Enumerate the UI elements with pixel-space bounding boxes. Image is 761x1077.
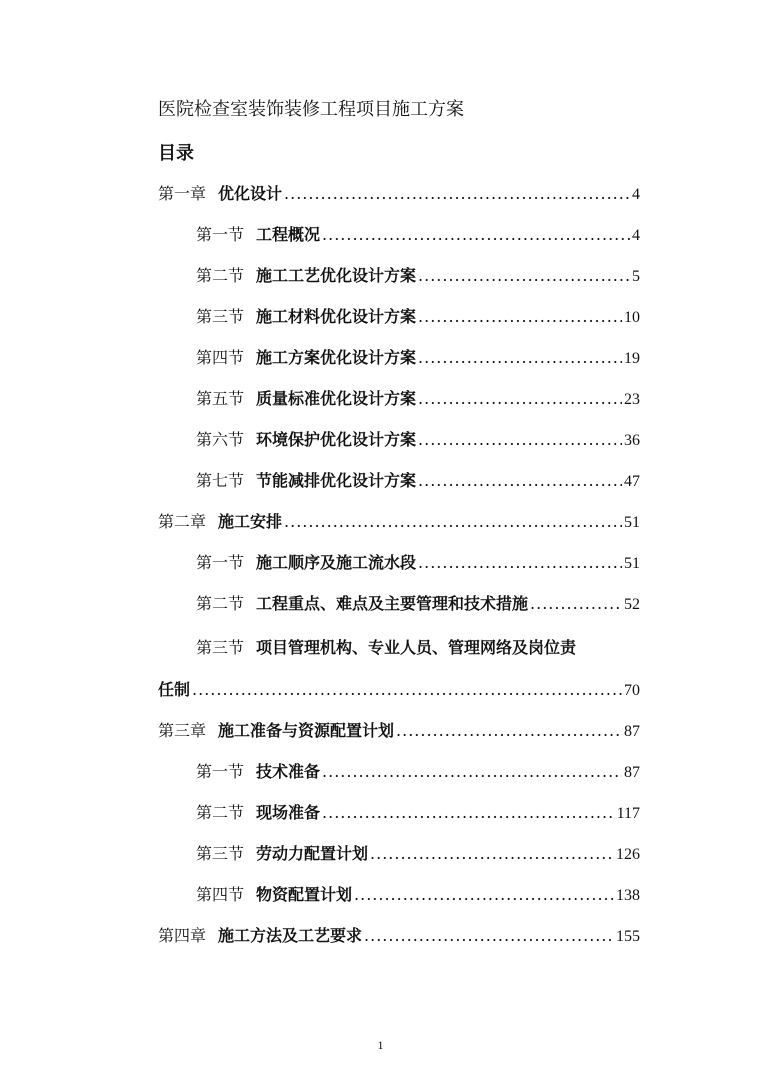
toc-page-number: 23 [624,391,640,408]
toc-leader [284,180,630,208]
toc-entry-section[interactable] [196,426,640,454]
toc-label: 第二节 [196,266,245,285]
toc-leader [322,799,615,827]
toc-title: 施工方案优化设计方案 [256,348,417,367]
toc-leader [418,385,622,413]
toc-label: 第三节 [196,307,245,326]
toc-label: 第二节 [196,594,245,613]
toc-title: 工程概况 [256,225,321,244]
toc-leader [418,467,622,495]
toc-leader [418,262,630,290]
toc-entry-section[interactable] [196,549,640,577]
toc-page-number: 70 [624,682,640,699]
page-title: 医院检查室装饰装修工程项目施工方案 [158,99,464,120]
toc-label: 第三节 [196,638,245,657]
toc-title-cont: 任制 [158,680,191,699]
toc-leader [322,758,622,786]
toc-label: 第二节 [196,803,245,822]
toc-label: 第二章 [158,512,207,531]
toc-leader [322,221,630,249]
toc-entry-section[interactable] [196,840,640,868]
toc-page-number: 4 [632,186,640,203]
toc-label: 第五节 [196,389,245,408]
toc-leader [364,922,614,950]
toc-title: 施工方法及工艺要求 [218,926,363,945]
toc-leader [418,426,622,454]
toc-entry-section[interactable] [196,262,640,290]
toc-leader [418,549,622,577]
toc-leader [192,676,622,704]
toc-label: 第四节 [196,348,245,367]
toc-page-number: 87 [624,764,640,781]
toc-entry-section[interactable] [196,758,640,786]
toc-leader [370,840,614,868]
toc-page-number: 36 [624,432,640,449]
toc-label: 第四章 [158,926,207,945]
toc-title: 施工准备与资源配置计划 [218,721,395,740]
toc-label: 第六节 [196,430,245,449]
toc-entry-section[interactable] [196,881,640,909]
toc-title: 施工顺序及施工流水段 [256,553,417,572]
toc-page-number: 52 [624,596,640,613]
toc-page-number: 117 [616,805,640,822]
toc-entry-chapter-4[interactable] [158,922,640,950]
toc-entry-section[interactable] [196,385,640,413]
toc-entry-chapter-3[interactable] [158,717,640,745]
toc-leader [284,508,622,536]
toc-page-number: 5 [632,268,640,285]
toc-title: 环境保护优化设计方案 [256,430,417,449]
toc-label: 第三章 [158,721,207,740]
toc-entry-section-wrapped[interactable] [196,634,576,662]
toc-entry-section[interactable] [196,590,640,618]
toc-leader [354,881,614,909]
toc-entry-section-wrapped-cont[interactable] [158,676,640,704]
toc-title: 物资配置计划 [256,885,353,904]
toc-title: 优化设计 [218,184,283,203]
toc-entry-section[interactable] [196,221,640,249]
toc-title: 施工工艺优化设计方案 [256,266,417,285]
toc-label: 第一节 [196,762,245,781]
toc-page-number: 19 [624,350,640,367]
toc-page-number: 87 [624,723,640,740]
toc-title: 劳动力配置计划 [256,844,369,863]
toc-page-number: 4 [632,227,640,244]
toc-label: 第三节 [196,844,245,863]
toc-leader [530,590,622,618]
toc-label: 第一节 [196,225,245,244]
toc-page-number: 51 [624,514,640,531]
toc-label: 第七节 [196,471,245,490]
toc-title: 技术准备 [256,762,321,781]
toc-page-number: 51 [624,555,640,572]
toc-page-number: 138 [616,887,640,904]
toc-page-number: 126 [616,846,640,863]
toc-entry-section[interactable] [196,467,640,495]
toc-leader [418,344,622,372]
toc-title: 现场准备 [256,803,321,822]
toc-leader [418,303,622,331]
toc-entry-chapter-2[interactable] [158,508,640,536]
footer-page-number: 1 [377,1038,384,1052]
toc-page-number: 10 [624,309,640,326]
toc-page-number: 155 [616,928,640,945]
toc-label: 第一章 [158,184,207,203]
toc-label: 第一节 [196,553,245,572]
toc-entry-section[interactable] [196,344,640,372]
toc-leader [396,717,622,745]
toc-entry-chapter-1[interactable] [158,180,640,208]
toc-title: 工程重点、难点及主要管理和技术措施 [256,594,529,613]
toc-title: 项目管理机构、专业人员、管理网络及岗位责 [256,638,577,657]
toc-page-number: 47 [624,473,640,490]
toc-title: 节能减排优化设计方案 [256,471,417,490]
toc-title: 质量标准优化设计方案 [256,389,417,408]
toc-entry-section[interactable] [196,799,640,827]
toc-heading: 目录 [158,143,194,164]
toc-entry-section[interactable] [196,303,640,331]
toc-label: 第四节 [196,885,245,904]
toc-title: 施工安排 [218,512,283,531]
toc-title: 施工材料优化设计方案 [256,307,417,326]
